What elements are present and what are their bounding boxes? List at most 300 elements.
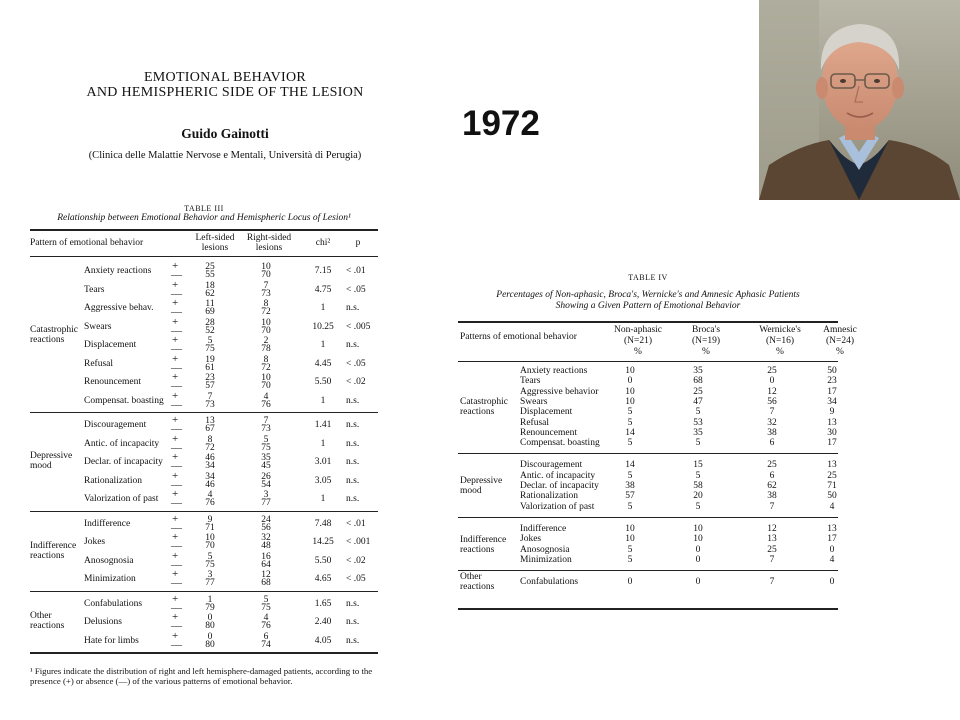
table3-minus-sign: — — [171, 269, 182, 281]
table3-right-minus: 72 — [261, 307, 271, 317]
table3-left-minus: 69 — [205, 307, 215, 317]
table3-minus-sign: — — [171, 306, 182, 318]
table4-cell-value: 10 — [693, 523, 703, 534]
table4-group-rule — [458, 570, 838, 571]
table4-col-n: (N=21) — [623, 336, 653, 346]
table3-left-minus: 77 — [205, 578, 215, 588]
table4-cell-value: 14 — [625, 427, 635, 438]
table4-group-name: Depressive mood — [460, 476, 503, 497]
table3-right-minus: 54 — [261, 479, 271, 490]
table3-row-label: Discouragement — [84, 420, 147, 430]
table4-cell-value: 5 — [695, 407, 701, 418]
table3-row-label: Tears — [84, 284, 105, 295]
table3-plus-sign: + — [172, 260, 179, 272]
table3-p-value: n.s. — [346, 494, 360, 504]
table4-cell-value: 14 — [625, 460, 635, 471]
table3-header-right: Right-sided lesions — [246, 233, 292, 253]
table3-right-plus: 2 — [263, 336, 269, 346]
table4-cell-value: 5 — [627, 544, 633, 555]
table3-left-plus: 8 — [207, 434, 213, 445]
table3-p-value: < .001 — [346, 537, 371, 547]
table3-p-value: < .02 — [346, 555, 366, 566]
paper-author: Guido Gainotti — [181, 126, 269, 141]
table3-chi-value: 1 — [320, 494, 326, 504]
table4-row-label: Aggressive behavior — [520, 386, 599, 397]
table3-p-value: < .05 — [346, 574, 366, 584]
table3-row-label: Antic. of incapacity — [84, 438, 160, 449]
table4-cell-value: 13 — [827, 417, 837, 428]
table3-row-label: Anosognosia — [84, 555, 134, 566]
table3-right-plus: 10 — [261, 317, 271, 328]
table3-minus-sign: — — [171, 558, 182, 571]
table4-cell-value: 0 — [627, 577, 633, 588]
table3-row-label: Refusal — [84, 358, 114, 369]
table3-group-name: Depressive mood — [30, 451, 73, 472]
table3-left-minus: 61 — [205, 362, 215, 373]
table3-row-label: Indifference — [84, 518, 131, 529]
table3-row-label: Valorization of past — [84, 494, 159, 504]
table4-cell-value: 5 — [627, 417, 633, 428]
table3-minus-sign: — — [171, 423, 182, 435]
table3-right-minus: 70 — [261, 325, 271, 336]
table4-col-unit: % — [702, 347, 710, 357]
table4-row-label: Rationalization — [520, 491, 579, 502]
table3-p-value: n.s. — [346, 475, 360, 486]
table3-group-name: Indifference reactions — [30, 540, 77, 561]
table4-cell-value: 25 — [767, 366, 777, 376]
table4-cell-value: 12 — [767, 523, 777, 534]
table3-minus-sign: — — [171, 478, 182, 491]
table4-col-n: (N=19) — [691, 336, 721, 346]
table4-cell-value: 4 — [829, 501, 835, 512]
table3-right-minus: 73 — [261, 288, 271, 299]
table3-row-label: Displacement — [84, 340, 137, 350]
table3-left-plus: 28 — [205, 317, 215, 328]
table4-row-label: Anosognosia — [520, 544, 570, 555]
table4-cell-value: 10 — [693, 534, 703, 545]
table3-left-minus: 75 — [205, 344, 215, 354]
table3-plus-sign: + — [172, 531, 179, 543]
table3-left-plus: 23 — [205, 373, 215, 383]
table3-left-plus: 19 — [205, 354, 215, 365]
table4-row-label: Jokes — [520, 534, 542, 545]
table4-cell-value: 38 — [767, 427, 777, 438]
table3-chi-value: 7.15 — [314, 266, 332, 276]
table4-row-label: Minimization — [520, 554, 572, 565]
table3-right-minus: 72 — [261, 362, 271, 373]
table4-row-label: Displacement — [520, 407, 573, 418]
table3-p-value: < .05 — [346, 284, 366, 295]
table4-cell-value: 0 — [695, 554, 701, 565]
table3-row-label: Aggressive behav. — [84, 303, 154, 313]
table3-bottom-rule — [30, 652, 378, 654]
table4-group-rule — [458, 517, 838, 518]
table4-cell-value: 17 — [827, 534, 837, 545]
table4-bottom-rule — [458, 608, 838, 610]
table3-p-value: n.s. — [346, 635, 360, 646]
table3-row-label: Swears — [84, 321, 112, 332]
table3-chi-value: 4.75 — [314, 284, 332, 295]
table3-p-value: n.s. — [346, 617, 360, 627]
table4-cell-value: 35 — [693, 366, 703, 376]
table3-header-p: p — [355, 238, 361, 248]
table4-cell-value: 35 — [693, 427, 703, 438]
table3-minus-sign: — — [171, 497, 182, 509]
table4-cell-value: 10 — [625, 386, 635, 397]
table3-right-plus: 8 — [263, 354, 269, 365]
table3-left-plus: 46 — [205, 453, 215, 463]
table4-cell-value: 62 — [767, 481, 777, 491]
table3-plus-sign: + — [172, 371, 179, 383]
table4-cell-value: 50 — [827, 491, 837, 502]
table4-cell-value: 5 — [627, 438, 633, 449]
table3-left-minus: 80 — [205, 639, 215, 650]
table3-plus-sign: + — [172, 451, 179, 463]
table3-header-chi: chi² — [315, 238, 331, 248]
table3-group-rule — [30, 591, 378, 592]
table3-right-minus: 76 — [261, 399, 271, 410]
table3-p-value: n.s. — [346, 303, 360, 313]
table4-cell-value: 68 — [693, 376, 703, 387]
table4-caption-line1: Percentages of Non-aphasic, Broca's, Wernicke's and Amnesic Aphasic Patients — [496, 290, 800, 300]
table4-cell-value: 30 — [827, 427, 837, 438]
table3-group-rule — [30, 511, 378, 512]
table4-cell-value: 6 — [769, 470, 775, 481]
table3-left-plus: 11 — [205, 299, 215, 309]
table4-cell-value: 13 — [767, 534, 777, 545]
table3-left-minus: 70 — [205, 541, 215, 551]
table3-minus-sign: — — [171, 601, 182, 614]
table4-cell-value: 15 — [693, 460, 703, 471]
table4-cell-value: 0 — [627, 376, 633, 387]
table4-cell-value: 25 — [827, 470, 837, 481]
table3-plus-sign: + — [172, 568, 179, 580]
table4-cell-value: 0 — [829, 577, 835, 588]
table4-col-n: (N=24) — [825, 336, 855, 346]
table3-minus-sign: — — [171, 441, 182, 454]
table3-chi-value: 3.01 — [314, 457, 332, 467]
table3-right-plus: 26 — [261, 471, 271, 482]
table4-cell-value: 47 — [693, 396, 703, 407]
table3-right-minus: 70 — [261, 270, 271, 280]
table4-group-name: Other reactions — [460, 572, 495, 593]
table3-group-name: Catastrophic reactions — [30, 325, 79, 345]
year-label: 1972 — [462, 104, 540, 143]
table3-left-plus: 34 — [205, 471, 215, 482]
table3-minus-sign: — — [171, 460, 182, 472]
table4-cell-value: 0 — [829, 544, 835, 555]
table3-plus-sign: + — [172, 297, 179, 309]
table3-label: TABLE III — [184, 204, 224, 213]
table3-footnote: ¹ Figures indicate the distribution of right and left hemisphere-damaged patients, according to the presence (+) or absence (—) of the various patterns of emotional behavior. — [30, 666, 373, 686]
table3-chi-value: 1.65 — [314, 598, 332, 609]
table3-left-minus: 52 — [205, 325, 215, 336]
table3-left-plus: 0 — [207, 613, 213, 623]
table3-plus-sign: + — [172, 389, 179, 402]
table3-chi-value: 4.05 — [314, 635, 332, 646]
table3-plus-sign: + — [172, 611, 179, 623]
table3-right-minus: 48 — [261, 541, 271, 551]
table3-left-plus: 13 — [205, 416, 215, 426]
table3-row-label: Confabulations — [84, 598, 143, 609]
table3-p-value: < .005 — [346, 321, 371, 332]
table4-cell-value: 34 — [827, 396, 837, 407]
table3-right-minus: 78 — [261, 344, 271, 354]
portrait-photo — [759, 0, 960, 200]
table4-cell-value: 25 — [767, 460, 777, 471]
table3-chi-value: 3.05 — [314, 475, 332, 486]
table3-row-label: Jokes — [84, 537, 106, 547]
table3-p-value: n.s. — [346, 598, 360, 609]
table3-minus-sign: — — [171, 577, 182, 589]
table3-chi-value: 1 — [320, 395, 326, 406]
table4-cell-value: 23 — [827, 376, 837, 387]
paper-title-line2: AND HEMISPHERIC SIDE OF THE LESION — [86, 85, 364, 100]
table3-right-plus: 16 — [261, 551, 271, 562]
table4-col-unit: % — [836, 347, 844, 357]
table3-left-minus: 75 — [205, 559, 215, 570]
table4-cell-value: 7 — [769, 407, 775, 418]
table4-row-label: Refusal — [520, 417, 550, 428]
table3-left-plus: 9 — [207, 514, 213, 525]
table3-p-value: n.s. — [346, 420, 360, 430]
table4-cell-value: 5 — [627, 407, 633, 418]
paper-affiliation: (Clinica delle Malattie Nervose e Mentali, Università di Perugia) — [88, 150, 362, 161]
table3-right-minus: 56 — [261, 522, 271, 533]
table3-minus-sign: — — [171, 398, 182, 411]
table4-cell-value: 0 — [695, 544, 701, 555]
table4-cell-value: 5 — [627, 470, 633, 481]
table4-col-name: Broca's — [691, 325, 721, 335]
table4-header-rule — [458, 361, 838, 362]
table3-right-minus: 75 — [261, 442, 271, 453]
table3-p-value: < .02 — [346, 377, 366, 387]
table3-right-minus: 45 — [261, 461, 271, 471]
table4-cell-value: 10 — [625, 534, 635, 545]
table4-group-rule — [458, 453, 838, 454]
table3-right-plus: 12 — [261, 570, 271, 580]
table3-right-plus: 5 — [263, 434, 269, 445]
table4-cell-value: 10 — [625, 523, 635, 534]
table3-left-plus: 3 — [207, 570, 213, 580]
table3-minus-sign: — — [171, 361, 182, 374]
table3-chi-value: 1 — [320, 340, 326, 350]
table3-chi-value: 1.41 — [314, 420, 332, 430]
table3-minus-sign: — — [171, 287, 182, 300]
table3-row-label: Rationalization — [84, 475, 143, 486]
paper-title-line1: EMOTIONAL BEHAVIOR — [143, 70, 307, 85]
table4-row-label: Renouncement — [520, 427, 577, 438]
table4-top-rule — [458, 321, 838, 323]
table4-cell-value: 9 — [829, 407, 835, 418]
table4-cell-value: 5 — [695, 438, 701, 449]
table3-right-plus: 7 — [263, 416, 269, 426]
table4-cell-value: 12 — [767, 386, 777, 397]
table3-left-minus: 71 — [205, 522, 215, 533]
table3-left-minus: 34 — [205, 461, 215, 471]
table3-right-plus: 10 — [261, 373, 271, 383]
table4-cell-value: 10 — [625, 366, 635, 376]
table3-right-plus: 35 — [261, 453, 271, 463]
table4-row-label: Valorization of past — [520, 501, 595, 512]
table3-group-name: Other reactions — [30, 611, 65, 632]
table3-right-plus: 32 — [261, 533, 271, 543]
table3-plus-sign: + — [172, 512, 179, 525]
table3-right-plus: 5 — [263, 594, 269, 605]
table3-plus-sign: + — [172, 315, 179, 328]
table4-cell-value: 13 — [827, 460, 837, 471]
table3-left-plus: 5 — [207, 336, 213, 346]
table4-cell-value: 13 — [827, 523, 837, 534]
table4-cell-value: 25 — [767, 544, 777, 555]
table4-col-name: Wernicke's — [759, 325, 801, 335]
table4-header-pattern: Patterns of emotional behavior — [460, 332, 577, 342]
table4-cell-value: 5 — [695, 470, 701, 481]
table4-caption-line2: Showing a Given Pattern of Emotional Behavior — [555, 301, 741, 311]
table3-row-label: Compensat. boasting — [84, 395, 164, 406]
table3-minus-sign: — — [171, 521, 182, 534]
table3-p-value: < .01 — [346, 266, 366, 276]
table4-cell-value: 7 — [769, 554, 775, 565]
table3-p-value: n.s. — [346, 438, 360, 449]
table4-cell-value: 17 — [827, 438, 837, 449]
table3-left-plus: 0 — [207, 631, 213, 642]
table3-right-minus: 76 — [261, 621, 271, 631]
table3-minus-sign: — — [171, 540, 182, 552]
table4-caption — [458, 290, 838, 312]
table4-cell-value: 38 — [767, 491, 777, 502]
table4-cell-value: 53 — [693, 417, 703, 428]
table4-cell-value: 0 — [769, 376, 775, 387]
table3-right-minus: 64 — [261, 559, 271, 570]
table4-cell-value: 5 — [627, 501, 633, 512]
table3-chi-value: 5.50 — [314, 377, 332, 387]
table3-chi-value: 1 — [320, 438, 326, 449]
table4-cell-value: 6 — [769, 438, 775, 449]
table3-header-left: Left-sided lesions — [195, 233, 235, 253]
table4-row-label: Confabulations — [520, 577, 579, 588]
table3-chi-value: 2.40 — [314, 617, 332, 627]
table4-col-n: (N=16) — [765, 336, 795, 346]
table3-right-plus: 3 — [263, 490, 269, 500]
table3-right-minus: 77 — [261, 498, 271, 508]
table4-row-label: Discouragement — [520, 460, 583, 471]
table3-caption: Relationship between Emotional Behavior and Hemispheric Locus of Lesion¹ — [57, 213, 351, 223]
table4-col-unit: % — [776, 347, 784, 357]
table3-plus-sign: + — [172, 488, 179, 500]
table4-cell-value: 5 — [695, 501, 701, 512]
table3-left-plus: 4 — [207, 490, 213, 500]
table4-row-label: Swears — [520, 396, 548, 407]
table4-cell-value: 10 — [625, 396, 635, 407]
table3-right-minus: 70 — [261, 381, 271, 391]
table3-right-minus: 68 — [261, 578, 271, 588]
table4-cell-value: 56 — [767, 396, 777, 407]
table3-minus-sign: — — [171, 380, 182, 392]
table3-chi-value: 14.25 — [312, 537, 334, 547]
table4-row-label: Anxiety reactions — [520, 366, 588, 376]
table4-col-name: Non-aphasic — [613, 325, 662, 335]
table3-plus-sign: + — [172, 549, 179, 562]
table3-plus-sign: + — [172, 278, 179, 291]
table3-chi-value: 1 — [320, 303, 326, 313]
table4-col-name: Amnesic — [823, 325, 857, 335]
table3-row-label: Delusions — [84, 617, 122, 627]
table3-right-plus: 24 — [261, 514, 271, 525]
table3-chi-value: 7.48 — [314, 518, 332, 529]
table3-left-plus: 10 — [205, 533, 215, 543]
table4-cell-value: 4 — [829, 554, 835, 565]
table4-cell-value: 58 — [693, 481, 703, 491]
table3-right-plus: 8 — [263, 299, 269, 309]
table3-plus-sign: + — [172, 334, 179, 346]
table3-right-plus: 4 — [263, 391, 269, 402]
table3-left-plus: 7 — [207, 391, 213, 402]
table3-plus-sign: + — [172, 629, 179, 642]
table3-p-value: < .05 — [346, 358, 366, 369]
table4-row-label: Antic. of incapacity — [520, 470, 596, 481]
table3-right-minus: 75 — [261, 602, 271, 613]
table3-row-label: Anxiety reactions — [84, 266, 152, 276]
table3-p-value: n.s. — [346, 340, 360, 350]
table4-col-unit: % — [634, 347, 642, 357]
table4-group-name: Catastrophic reactions — [460, 397, 509, 418]
table3-left-plus: 18 — [205, 280, 215, 291]
table3-right-minus: 73 — [261, 424, 271, 434]
table3-chi-value: 4.45 — [314, 358, 332, 369]
table3-right-plus: 4 — [263, 613, 269, 623]
table4-cell-value: 5 — [627, 554, 633, 565]
table3-left-plus: 25 — [205, 262, 215, 272]
table4-cell-value: 50 — [827, 366, 837, 376]
table3-plus-sign: + — [172, 414, 179, 426]
table3-left-minus: 76 — [205, 498, 215, 508]
table3-left-minus: 72 — [205, 442, 215, 453]
table3-left-minus: 73 — [205, 399, 215, 410]
table3-minus-sign: — — [171, 638, 182, 651]
table3-left-minus: 55 — [205, 270, 215, 280]
table3-group-rule — [30, 412, 378, 413]
table3-header-rule — [30, 256, 378, 257]
table3-p-value: n.s. — [346, 457, 360, 467]
table3-left-minus: 57 — [205, 381, 215, 391]
table3-p-value: < .01 — [346, 518, 366, 529]
table3-plus-sign: + — [172, 432, 179, 445]
table4-row-label: Declar. of incapacity — [520, 481, 599, 491]
table4-label: TABLE IV — [628, 273, 668, 282]
paper-title — [40, 70, 410, 100]
table3-plus-sign: + — [172, 592, 179, 605]
table3-row-label: Renouncement — [84, 377, 141, 387]
table3-chi-value: 5.50 — [314, 555, 332, 566]
table3-chi-value: 4.65 — [314, 574, 332, 584]
table3-chi-value: 10.25 — [312, 321, 334, 332]
table4-cell-value: 17 — [827, 386, 837, 397]
table3-left-minus: 79 — [205, 602, 215, 613]
table4-cell-value: 25 — [693, 386, 703, 397]
table3-right-plus: 7 — [263, 280, 269, 291]
table4-cell-value: 32 — [767, 417, 777, 428]
table3-left-plus: 1 — [207, 594, 213, 605]
table4-cell-value: 57 — [625, 491, 635, 502]
table3-right-plus: 10 — [261, 262, 271, 272]
table3-header-pattern: Pattern of emotional behavior — [30, 238, 144, 248]
table3-right-minus: 74 — [261, 639, 271, 650]
table3-row-label: Minimization — [84, 574, 136, 584]
table3-row-label: Declar. of incapacity — [84, 457, 163, 467]
table3-left-minus: 62 — [205, 288, 215, 299]
table4-cell-value: 7 — [769, 501, 775, 512]
